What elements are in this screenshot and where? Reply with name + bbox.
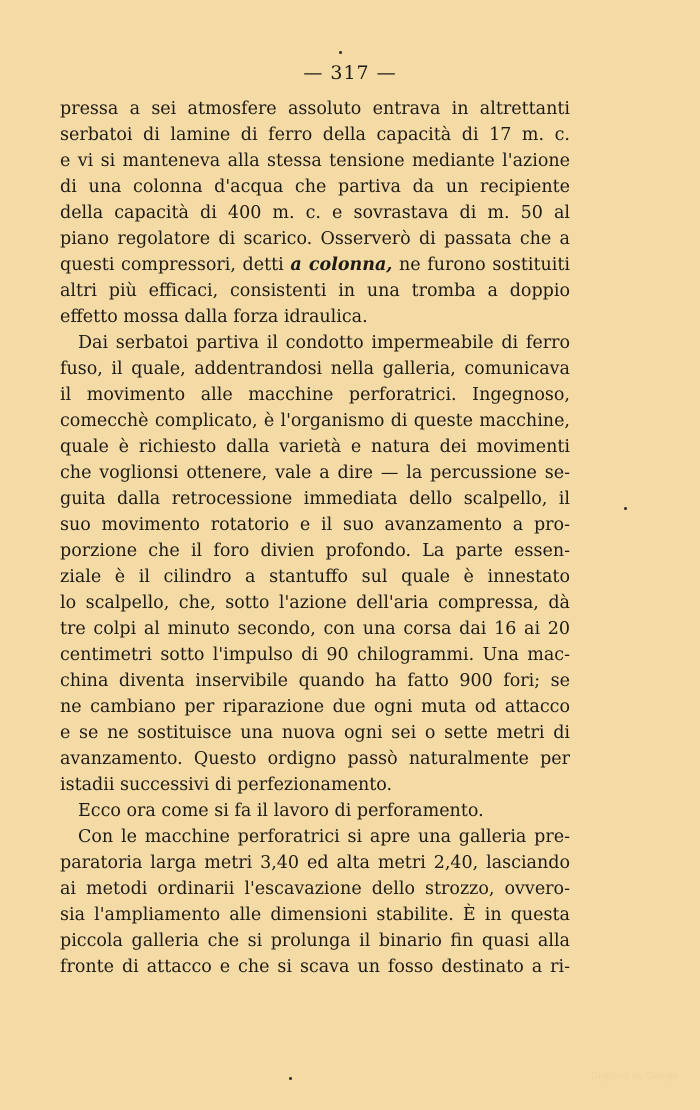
text-line: altri più efficaci, consistenti in una tromba a doppio [60, 281, 570, 301]
text-line: comecchè complicato, è l'organismo di queste macchine, [60, 411, 570, 431]
text-line: di una colonna d'acqua che partiva da un recipiente [60, 177, 570, 197]
text-line: ai metodi ordinarii l'escavazione dello strozzo, ovvero- [60, 879, 570, 899]
text-line: suo movimento rotatorio e il suo avanzamento a pro- [60, 515, 570, 535]
text-line: porzione che il foro divien profondo. La parte essen- [60, 541, 570, 561]
text-line: piccola galleria che si prolunga il binario fin quasi alla [60, 931, 570, 951]
text-line: questi compressori, detti a colonna, ne furono sostituiti [60, 255, 570, 275]
text-line: effetto mossa dalla forza idraulica. [60, 307, 368, 327]
text-line: lo scalpello, che, sotto l'azione dell'aria compressa, dà [60, 593, 570, 613]
page-number: — 317 — [303, 62, 397, 84]
text-line: e vi si manteneva alla stessa tensione mediante l'azione [60, 151, 570, 171]
text-line: tre colpi al minuto secondo, con una corsa dai 16 ai 20 [60, 619, 570, 639]
text-line: centimetri sotto l'impulso di 90 chilogrammi. Una mac- [60, 645, 570, 665]
text-line: Dai serbatoi partiva il condotto impermeabile di ferro [78, 333, 570, 353]
body-text [60, 96, 570, 980]
text-line: china diventa inservibile quando ha fatto 900 fori; se [60, 671, 570, 691]
text-line: avanzamento. Questo ordigno passò naturalmente per [60, 749, 570, 769]
text-line: istadii successivi di perfezionamento. [60, 775, 393, 795]
text-line: che voglionsi ottenere, vale a dire — la percussione se- [60, 463, 570, 483]
text-line: fuso, il quale, addentrandosi nella galleria, comunicava [60, 359, 570, 379]
text-line: Ecco ora come si fa il lavoro di perforamento. [78, 801, 484, 821]
text-line: sia l'ampliamento alle dimensioni stabilite. È in questa [60, 905, 570, 925]
text-line: guita dalla retrocessione immediata dello scalpello, il [60, 489, 570, 509]
text-line: pressa a sei atmosfere assoluto entrava in altrettanti [60, 99, 570, 119]
text-line: Con le macchine perforatrici si apre una galleria pre- [78, 827, 570, 847]
ink-speck [289, 1077, 292, 1080]
text-line: quale è richiesto dalla varietà e natura dei movimenti [60, 437, 570, 457]
ink-speck [624, 507, 627, 510]
text-line: ziale è il cilindro a stantuffo sul quale è innestato [60, 567, 570, 587]
text-line: serbatoi di lamine di ferro della capacità di 17 m. c. [60, 125, 570, 145]
watermark: Digitized by Google [591, 1071, 678, 1082]
text-line: fronte di attacco e che si scava un fosso destinato a ri- [60, 957, 570, 977]
text-line: della capacità di 400 m. c. e sovrastava di m. 50 al [60, 203, 570, 223]
text-line: ne cambiano per riparazione due ogni muta od attacco [60, 697, 570, 717]
text-line: piano regolatore di scarico. Osserverò di passata che a [60, 229, 570, 249]
text-line: e se ne sostituisce una nuova ogni sei o sette metri di [60, 723, 570, 743]
text-line: paratoria larga metri 3,40 ed alta metri 2,40, lasciando [60, 853, 570, 873]
ink-speck [339, 51, 342, 54]
text-line: il movimento alle macchine perforatrici. Ingegnoso, [60, 385, 570, 405]
